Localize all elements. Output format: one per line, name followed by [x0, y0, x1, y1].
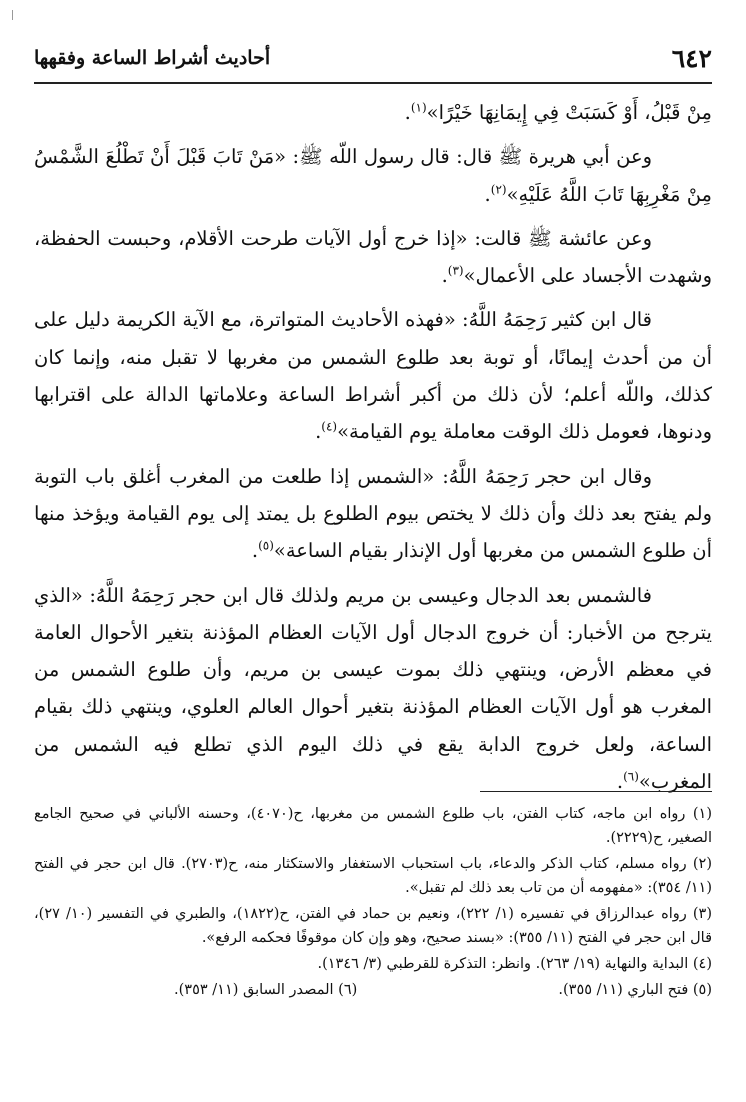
- paragraph-1: [34, 94, 712, 131]
- footnote-row-5-6: [34, 978, 712, 1002]
- footnote-ref-4: (٤): [321, 419, 338, 434]
- paragraph-2-text: وعن أبي هريرة ﷺ قال: قال رسول اللّه ﷺ: «مَنْ تَابَ قَبْلَ أَنْ تَطْلُعَ الشَّمْسُ مِنْ مَغْرِبِهَا تَابَ اللَّهُ عَلَيْهِ»: [34, 145, 712, 206]
- paragraph-4: [34, 301, 712, 450]
- paragraph-3: [34, 220, 712, 295]
- header-rule: [34, 82, 712, 84]
- page-header: [34, 36, 712, 80]
- paragraph-3-text: وعن عائشة ﷺ قالت: «إذا خرج أول الآيات طرحت الأقلام، وحبست الحفظة، وشهدت الأجساد على الأعمال»: [34, 226, 712, 288]
- footnote-2: (٢) رواه مسلم، كتاب الذكر والدعاء، باب استحباب الاستغفار والاستكثار منه، ح(٢٧٠٣). قال ابن حجر في الفتح (١١/ ٣٥٤): «مفهومه أن من تاب بعد ذلك لم تقبل».: [34, 856, 712, 896]
- paragraph-1-text: مِنْ قَبْلُ، أَوْ كَسَبَتْ فِي إِيمَانِهَا خَيْرًا»: [426, 101, 712, 124]
- footnotes: [34, 802, 712, 1004]
- page-number: ٦٤٢: [671, 43, 712, 73]
- footnote-ref-2: (٢): [490, 182, 507, 197]
- footnote-ref-1: (١): [410, 100, 427, 115]
- footnote-ref-6: (٦): [623, 769, 639, 784]
- paragraph-2-end: .: [484, 182, 491, 206]
- crop-mark: [12, 10, 13, 20]
- footnote-ref-5: (٥): [258, 538, 274, 553]
- paragraph-6: [34, 577, 712, 801]
- footnote-6: (٦) المصدر السابق (١١/ ٣٥٣).: [174, 982, 358, 998]
- paragraph-1-end: .: [404, 101, 411, 124]
- paragraph-6-text: فالشمس بعد الدجال وعيسى بن مريم ولذلك قال ابن حجر رَحِمَهُ اللَّهُ: «الذي يترجح من الأخبار: أن خروج الدجال أول الآيات العظام المؤذنة بتغير الأحوال العامة في معظم الأرض، وينتهي ذلك بموت عيسى بن مريم، وأن طلوع الشمس من المغرب هو أول الآيات العظام المؤذنة بتغير أحوال العالم العلوي، وينتهي ذلك بقيام الساعة، ولعل خروج الدابة يقع في ذلك اليوم الذي تطلع فيه الشمس من المغرب»: [34, 583, 712, 794]
- footnote-3: (٣) رواه عبدالرزاق في تفسيره (١/ ٢٢٢)، ونعيم بن حماد في الفتن، ح(١٨٢٢)، والطبري في التفسير (١٠/ ٢٧)، قال ابن حجر في الفتح (١١/ ٣٥٥): «بسند صحيح، وهو وإن كان موقوفًا فحكمه الرفع».: [34, 906, 712, 946]
- paragraph-2: [34, 138, 712, 213]
- footnote-separator: [480, 791, 712, 792]
- footnote-1: (١) رواه ابن ماجه، كتاب الفتن، باب طلوع الشمس من مغربها، ح(٤٠٧٠)، وحسنه الألباني في صحيح الجامع الصغير، ح(٢٢٢٩).: [34, 806, 712, 846]
- footnote-ref-3: (٣): [447, 263, 464, 278]
- paragraph-6-end: .: [616, 770, 624, 794]
- running-title: أحاديث أشراط الساعة وفقهها: [34, 47, 271, 69]
- footnote-5: (٥) فتح الباري (١١/ ٣٥٥).: [558, 982, 712, 998]
- paragraph-5-end: .: [251, 539, 259, 563]
- paragraph-5: [34, 458, 712, 570]
- paragraph-5-text: وقال ابن حجر رَحِمَهُ اللَّهُ: «الشمس إذا طلعت من المغرب أغلق باب التوبة ولم يفتح بعد ذلك وأن ذلك لا يختص بيوم الطلوع بل يمتد إلى يوم القيامة ويؤخذ منها أن طلوع الشمس من مغربها أول الإنذار بقيام الساعة»: [34, 464, 712, 563]
- paragraph-4-end: .: [315, 420, 322, 444]
- footnote-4: (٤) البداية والنهاية (١٩/ ٢٦٣). وانظر: التذكرة للقرطبي (٣/ ١٣٤٦).: [317, 956, 712, 972]
- main-text: [34, 94, 712, 807]
- paragraph-4-text: قال ابن كثير رَحِمَهُ اللَّهُ: «فهذه الأحاديث المتواترة، مع الآية الكريمة دليل على أن من أحدث إيمانًا، أو توبة بعد طلوع الشمس من مغربها لا تقبل منه، وإنما كان كذلك، واللّه أعلم؛ لأن ذلك من أكبر أشراط الساعة وعلاماتها الدالة على اقترابها ودنوها، فعومل ذلك الوقت معاملة يوم القيامة»: [34, 308, 712, 444]
- paragraph-3-end: .: [441, 264, 448, 288]
